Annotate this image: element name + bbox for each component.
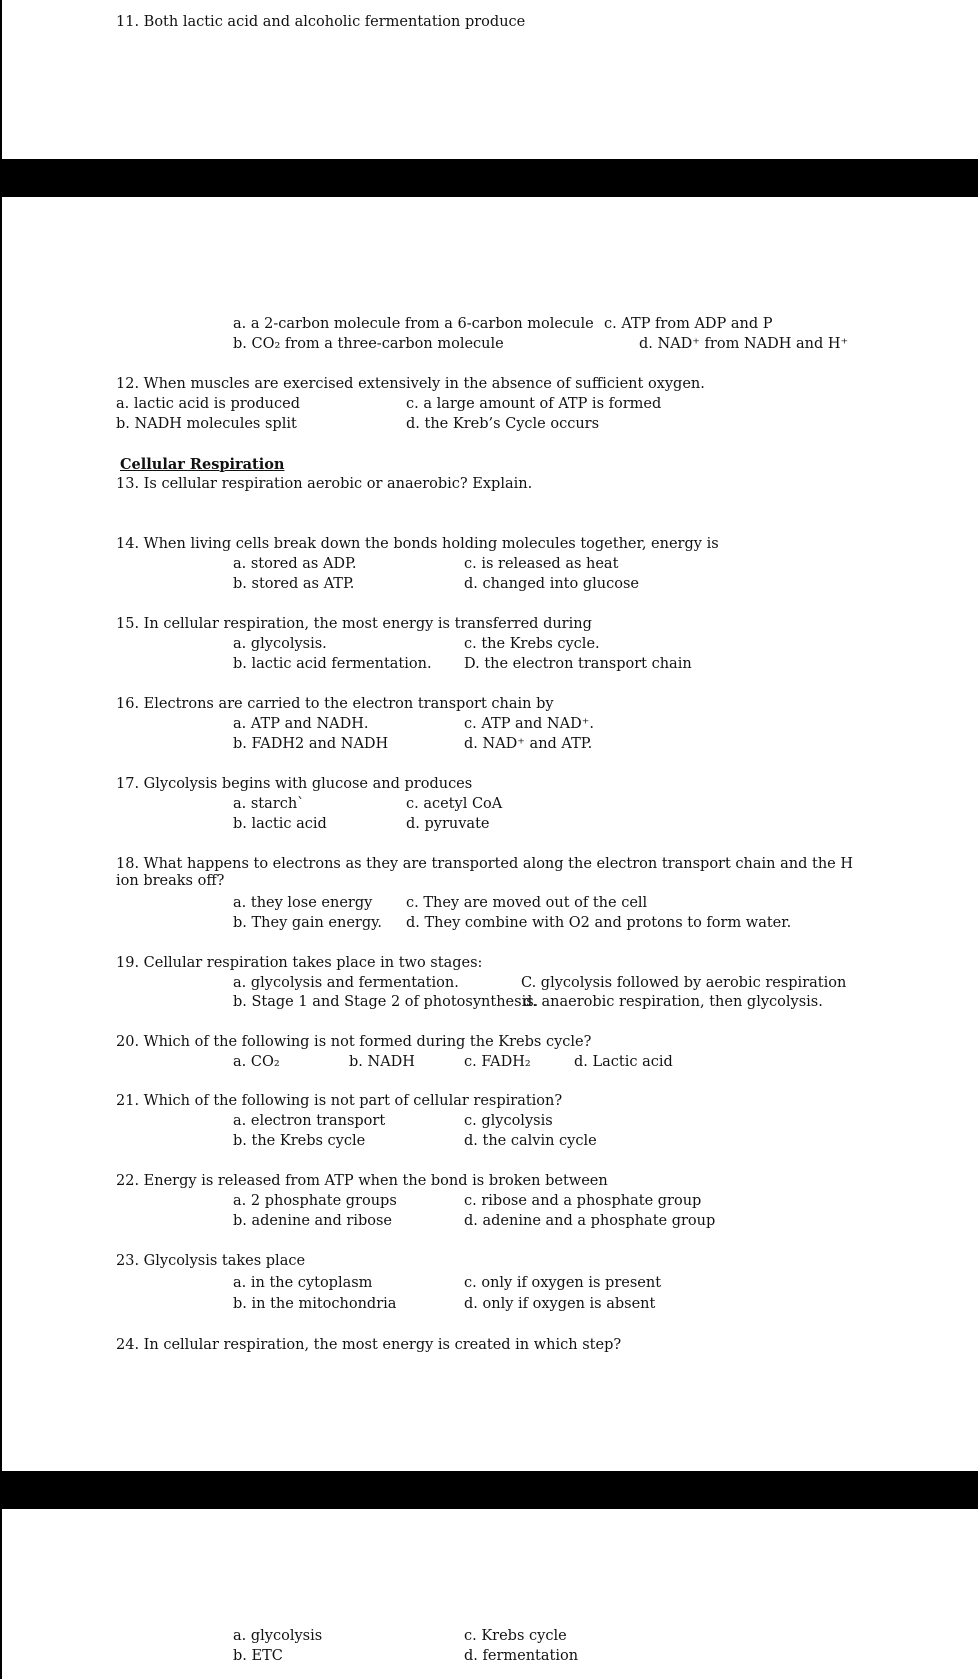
q20-option-b: b. NADH xyxy=(349,1054,415,1070)
q19-option-a: a. glycolysis and fermentation. xyxy=(233,975,459,991)
q12-option-a: a. lactic acid is produced xyxy=(116,396,300,412)
question-11: 11. Both lactic acid and alcoholic fermentation produce xyxy=(116,14,526,30)
q16-option-b: b. FADH2 and NADH xyxy=(233,736,389,752)
q20-option-d: d. Lactic acid xyxy=(574,1054,673,1070)
q24-option-c: c. Krebs cycle xyxy=(464,1628,567,1644)
question-12: 12. When muscles are exercised extensively in the absence of sufficient oxygen. xyxy=(116,376,705,392)
q18-option-a: a. they lose energy xyxy=(233,895,373,911)
q12-option-c: c. a large amount of ATP is formed xyxy=(406,396,662,412)
q11-option-a: a. a 2-carbon molecule from a 6-carbon molecule xyxy=(233,316,594,332)
q19-option-b: b. Stage 1 and Stage 2 of photosynthesis. xyxy=(233,994,539,1010)
q21-option-d: d. the calvin cycle xyxy=(464,1133,597,1149)
q16-option-a: a. ATP and NADH. xyxy=(233,716,369,732)
q15-option-d: D. the electron transport chain xyxy=(464,656,692,672)
q20-option-a: a. CO₂ xyxy=(233,1054,280,1070)
q11-option-b: b. CO₂ from a three-carbon molecule xyxy=(233,336,504,352)
q24-option-b: b. ETC xyxy=(233,1648,283,1664)
question-16: 16. Electrons are carried to the electron transport chain by xyxy=(116,696,554,712)
q14-option-b: b. stored as ATP. xyxy=(233,576,355,592)
q11-option-d: d. NAD⁺ from NADH and H⁺ xyxy=(639,336,849,352)
q22-option-d: d. adenine and a phosphate group xyxy=(464,1213,716,1229)
question-17: 17. Glycolysis begins with glucose and produces xyxy=(116,776,473,792)
q18-option-b: b. They gain energy. xyxy=(233,915,382,931)
q23-option-c: c. only if oxygen is present xyxy=(464,1275,662,1291)
q14-option-c: c. is released as heat xyxy=(464,556,619,572)
question-18: 18. What happens to electrons as they are transported along the electron transport chain and the H ion breaks off? xyxy=(116,856,853,889)
q20-option-c: c. FADH₂ xyxy=(464,1054,531,1070)
question-23: 23. Glycolysis takes place xyxy=(116,1253,306,1269)
q12-option-b: b. NADH molecules split xyxy=(116,416,297,432)
q19-option-c: C. glycolysis followed by aerobic respiration xyxy=(521,975,847,991)
q24-option-a: a. glycolysis xyxy=(233,1628,323,1644)
q17-option-d: d. pyruvate xyxy=(406,816,490,832)
q17-option-b: b. lactic acid xyxy=(233,816,327,832)
q16-option-c: c. ATP and NAD⁺. xyxy=(464,716,594,732)
q23-option-b: b. in the mitochondria xyxy=(233,1296,397,1312)
question-21: 21. Which of the following is not part of cellular respiration? xyxy=(116,1093,563,1109)
q15-option-c: c. the Krebs cycle. xyxy=(464,636,600,652)
q21-option-b: b. the Krebs cycle xyxy=(233,1133,366,1149)
q18-option-d: d. They combine with O2 and protons to form water. xyxy=(406,915,792,931)
q15-option-a: a. glycolysis. xyxy=(233,636,327,652)
question-15: 15. In cellular respiration, the most energy is transferred during xyxy=(116,616,592,632)
q21-option-c: c. glycolysis xyxy=(464,1113,553,1129)
left-page-edge xyxy=(0,0,2,1679)
q18-option-c: c. They are moved out of the cell xyxy=(406,895,648,911)
q22-option-c: c. ribose and a phosphate group xyxy=(464,1193,702,1209)
question-20: 20. Which of the following is not formed during the Krebs cycle? xyxy=(116,1034,592,1050)
q14-option-d: d. changed into glucose xyxy=(464,576,639,592)
q17-option-c: c. acetyl CoA xyxy=(406,796,503,812)
q17-option-a: a. starch` xyxy=(233,796,305,812)
q19-option-d: d. anaerobic respiration, then glycolysis. xyxy=(523,994,823,1010)
q15-option-b: b. lactic acid fermentation. xyxy=(233,656,432,672)
q21-option-a: a. electron transport xyxy=(233,1113,386,1129)
q24-option-d: d. fermentation xyxy=(464,1648,579,1664)
question-24: 24. In cellular respiration, the most energy is created in which step? xyxy=(116,1337,622,1353)
section-heading: Cellular Respiration xyxy=(120,456,285,473)
question-13: 13. Is cellular respiration aerobic or anaerobic? Explain. xyxy=(116,476,533,492)
q23-option-d: d. only if oxygen is absent xyxy=(464,1296,656,1312)
question-22: 22. Energy is released from ATP when the bond is broken between xyxy=(116,1173,608,1189)
q22-option-b: b. adenine and ribose xyxy=(233,1213,392,1229)
q23-option-a: a. in the cytoplasm xyxy=(233,1275,373,1291)
question-19: 19. Cellular respiration takes place in two stages: xyxy=(116,955,483,971)
q11-option-c: c. ATP from ADP and P xyxy=(604,316,773,332)
q16-option-d: d. NAD⁺ and ATP. xyxy=(464,736,593,752)
q12-option-d: d. the Kreb’s Cycle occurs xyxy=(406,416,600,432)
q14-option-a: a. stored as ADP. xyxy=(233,556,357,572)
question-14: 14. When living cells break down the bonds holding molecules together, energy is xyxy=(116,536,719,552)
q22-option-a: a. 2 phosphate groups xyxy=(233,1193,397,1209)
page-break-bar-bottom xyxy=(0,1471,978,1509)
page-break-bar-top xyxy=(0,159,978,197)
